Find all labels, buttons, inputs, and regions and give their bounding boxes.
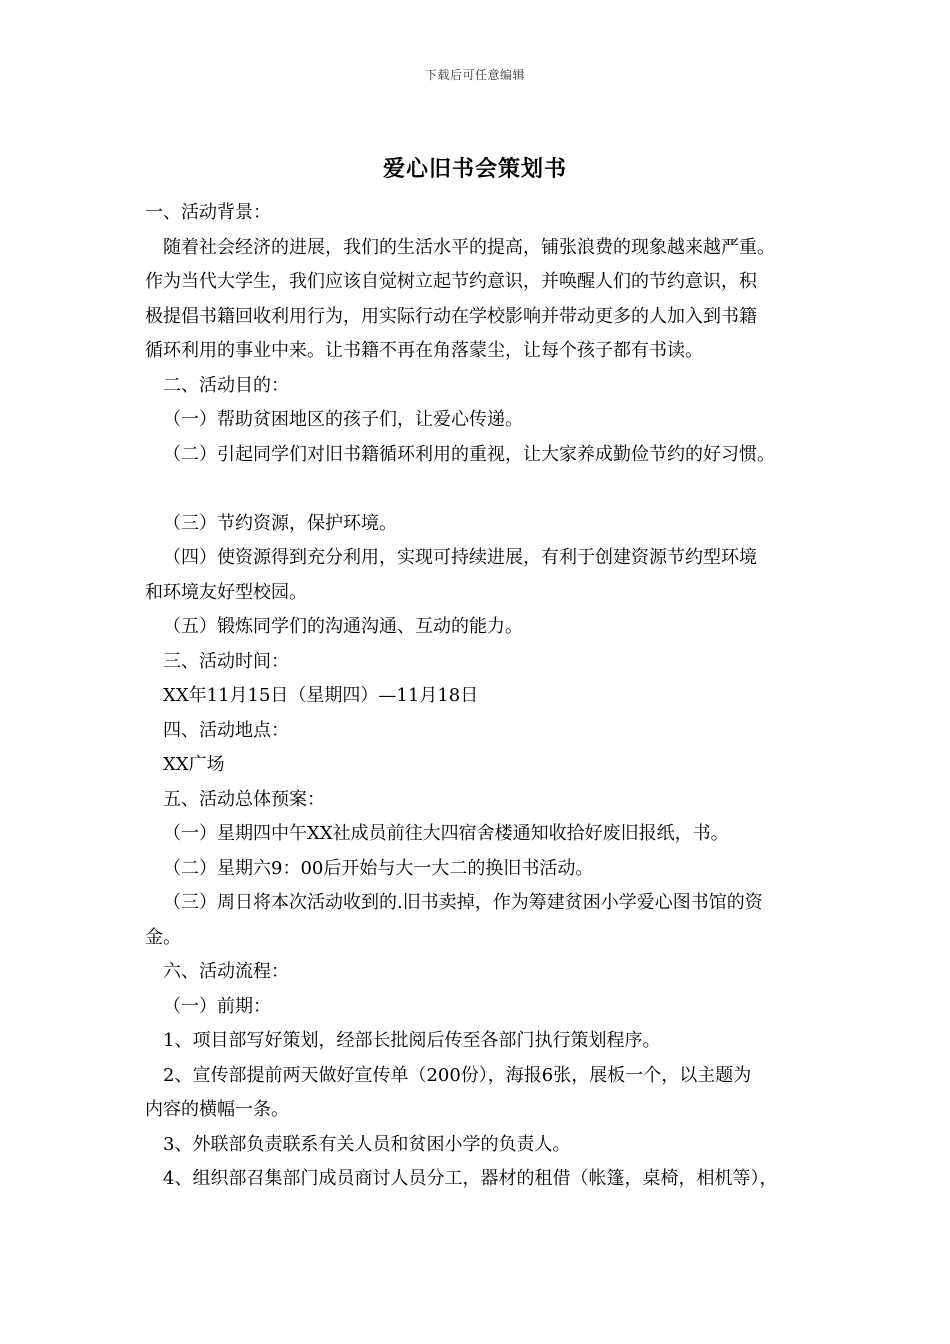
paragraph-line: 作为当代大学生，我们应该自觉树立起节约意识，并唤醒人们的节约意识，积 bbox=[145, 271, 757, 292]
paragraph-line: 内容的横幅一条。 bbox=[145, 1099, 289, 1120]
document-title: 爱心旧书会策划书 bbox=[382, 156, 567, 182]
list-item: 2、宣传部提前两天做好宣传单（200份），海报6张，展板一个，以主题为 bbox=[163, 1064, 752, 1086]
section-heading-process: 六、活动流程： bbox=[163, 961, 289, 982]
paragraph-line: 金。 bbox=[145, 926, 181, 948]
list-item: （三）周日将本次活动收到的.旧书卖掉，作为筹建贫困小学爱心图书馆的资 bbox=[163, 892, 763, 913]
list-item: （一）星期四中午XX社成员前往大四宿舍楼通知收拾好废旧报纸，书。 bbox=[163, 823, 729, 844]
paragraph-line: 循环利用的事业中来。让书籍不再在角落蒙尘，让每个孩子都有书读。 bbox=[145, 340, 703, 361]
list-item: （一）帮助贫困地区的孩子们，让爱心传递。 bbox=[163, 409, 523, 430]
section-heading-purpose: 二、活动目的： bbox=[163, 374, 289, 396]
paragraph-line: 和环境友好型校园。 bbox=[145, 581, 307, 603]
list-item: （五）锻炼同学们的沟通沟通、互动的能力。 bbox=[163, 616, 523, 637]
list-item: （四）使资源得到充分利用，实现可持续进展，有利于创建资源节约型环境 bbox=[163, 547, 757, 568]
list-item: 1、项目部写好策划，经部长批阅后传至各部门执行策划程序。 bbox=[163, 1030, 661, 1051]
blank-line bbox=[145, 472, 825, 507]
activity-date: XX年11月15日（星期四）—11月18日 bbox=[163, 685, 479, 706]
paragraph-line: 随着社会经济的进展，我们的生活水平的提高，铺张浪费的现象越来越严重。 bbox=[163, 236, 775, 258]
section-heading-time: 三、活动时间： bbox=[163, 650, 289, 672]
list-item: （二）星期六9：00后开始与大一大二的换旧书活动。 bbox=[163, 857, 594, 879]
list-item: （三）节约资源，保护环境。 bbox=[163, 512, 397, 534]
document-body bbox=[145, 196, 825, 1197]
subsection-heading: （一）前期： bbox=[163, 995, 271, 1017]
activity-location: XX广场 bbox=[163, 754, 225, 775]
list-item: 3、外联部负责联系有关人员和贫困小学的负责人。 bbox=[163, 1133, 571, 1155]
list-item: （二）引起同学们对旧书籍循环利用的重视，让大家养成勤俭节约的好习惯。 bbox=[163, 443, 775, 465]
header-note: 下载后可任意编辑 bbox=[424, 68, 525, 82]
section-heading-location: 四、活动地点： bbox=[163, 719, 289, 741]
section-heading-plan: 五、活动总体预案： bbox=[163, 788, 325, 810]
paragraph-line: 极提倡书籍回收利用行为，用实际行动在学校影响并带动更多的人加入到书籍 bbox=[145, 305, 757, 327]
list-item: 4、组织部召集部门成员商讨人员分工，器材的租借（帐篷，桌椅，相机等）， bbox=[163, 1168, 778, 1189]
section-heading-background: 一、活动背景： bbox=[145, 202, 271, 223]
